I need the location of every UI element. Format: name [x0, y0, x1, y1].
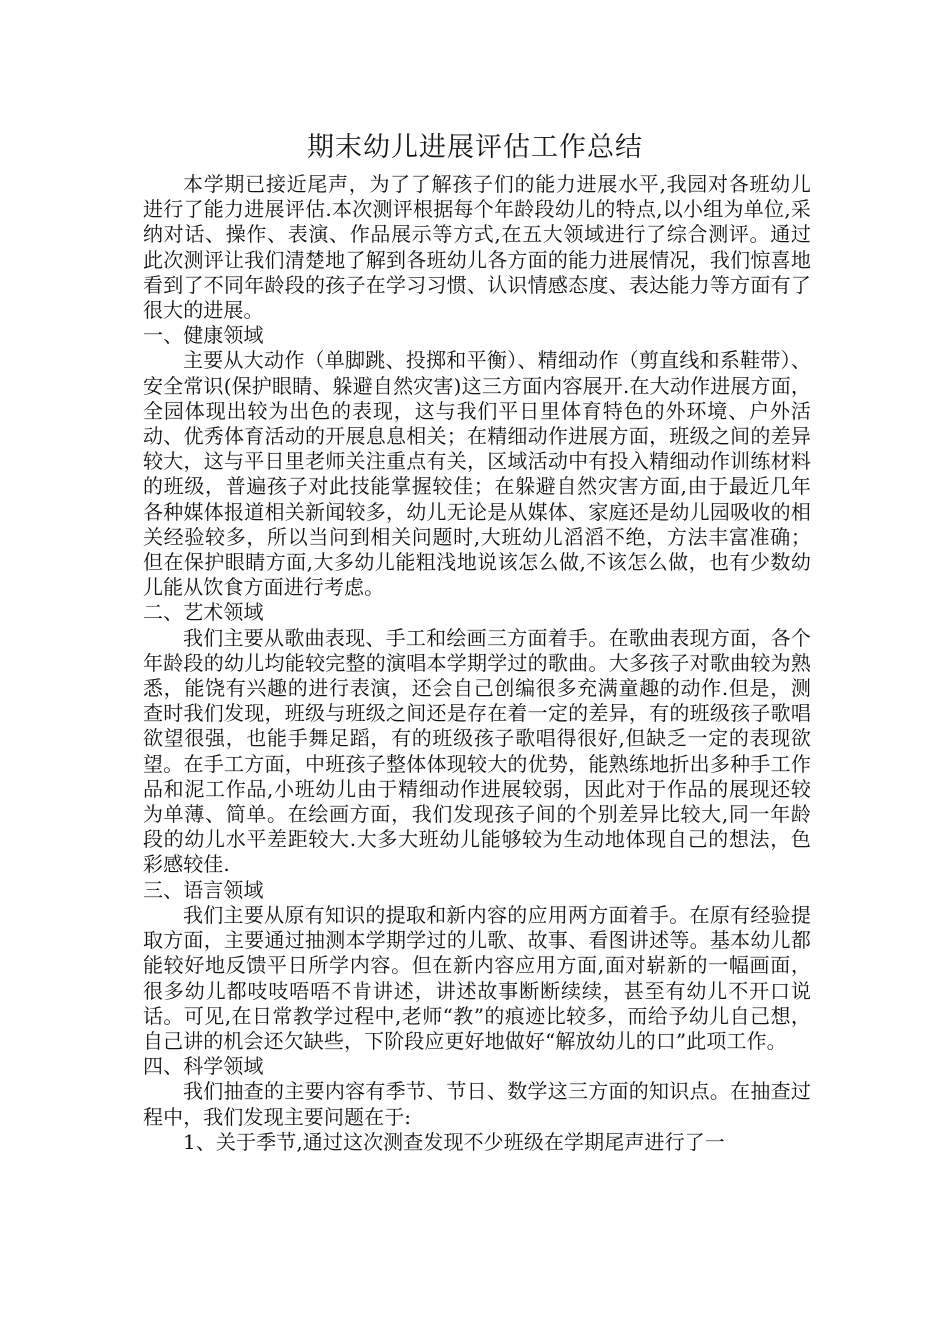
section-language-paragraph: 我们主要从原有知识的提取和新内容的应用两方面着手。在原有经验提取方面，主要通过抽测本学期学过的儿歌、故事、看图讲述等。基本幼儿都能较好地反馈平日所学内容。但在新内容应用方面,面对崭新的一幅画面，很多幼儿都吱吱唔唔不肯讲述，讲述故事断断续续，甚至有幼儿不开口说话。可见,在日常教学过程中,老师“教”的痕迹比较多，而给予幼儿自己想，自己讲的机会还欠缺些，下阶段应更好地做好“解放幼儿的口”此项工作。 [143, 902, 811, 1053]
section-art-paragraph: 我们主要从歌曲表现、手工和绘画三方面着手。在歌曲表现方面，各个年龄段的幼儿均能较完整的演唱本学期学过的歌曲。大多孩子对歌曲较为熟悉，能饶有兴趣的进行表演，还会自己创编很多充满童趣的动作.但是，测查时我们发现，班级与班级之间还是存在着一定的差异，有的班级孩子歌唱欲望很强，也能手舞足蹈，有的班级孩子歌唱得很好,但缺乏一定的表现欲望。在手工方面，中班孩子整体体现较大的优势，能熟练地折出多种手工作品和泥工作品,小班幼儿由于精细动作进展较弱，因此对于作品的展现还较为单薄、简单。在绘画方面，我们发现孩子间的个别差异比较大,同一年龄段的幼儿水平差距较大.大多大班幼儿能够较为生动地体现自己的想法，色彩感较佳. [143, 625, 811, 877]
intro-paragraph: 本学期已接近尾声，为了了解孩子们的能力进展水平,我园对各班幼儿进行了能力进展评估.本次测评根据每个年龄段幼儿的特点,以小组为单位,采纳对话、操作、表演、作品展示等方式,在五大领域进行了综合测评。通过此次测评让我们清楚地了解到各班幼儿各方面的能力进展情况，我们惊喜地看到了不同年龄段的孩子在学习习惯、认识情感态度、表达能力等方面有了很大的进展。 [143, 172, 811, 323]
document-title: 期末幼儿进展评估工作总结 [307, 132, 643, 163]
document-body [143, 172, 811, 1155]
section-health-heading: 一、健康领域 [143, 323, 264, 348]
section-science-heading: 四、科学领域 [143, 1054, 264, 1079]
section-science-paragraph: 我们抽查的主要内容有季节、节日、数学这三方面的知识点。在抽查过程中，我们发现主要问题在于: [143, 1079, 811, 1129]
section-art-heading: 二、艺术领域 [143, 600, 264, 625]
section-science-item-1: 1、关于季节,通过这次测查发现不少班级在学期尾声进行了一 [183, 1129, 725, 1154]
section-health-paragraph: 主要从大动作（单脚跳、投掷和平衡）、精细动作（剪直线和系鞋带）、安全常识(保护眼睛、躲避自然灾害)这三方面内容展开.在大动作进展方面，全园体现出较为出色的表现，这与我们平日里体育特色的外环境、户外活动、优秀体育活动的开展息息相关；在精细动作进展方面，班级之间的差异较大，这与平日里老师关注重点有关，区域活动中有投入精细动作训练材料的班级，普遍孩子对此技能掌握较佳；在躲避自然灾害方面,由于最近几年各种媒体报道相关新闻较多，幼儿无论是从媒体、家庭还是幼儿园吸收的相关经验较多，所以当问到相关问题时,大班幼儿滔滔不绝，方法丰富准确；但在保护眼睛方面,大多幼儿能粗浅地说该怎么做,不该怎么做，也有少数幼儿能从饮食方面进行考虑。 [143, 348, 811, 600]
section-language-heading: 三、语言领域 [143, 877, 264, 902]
